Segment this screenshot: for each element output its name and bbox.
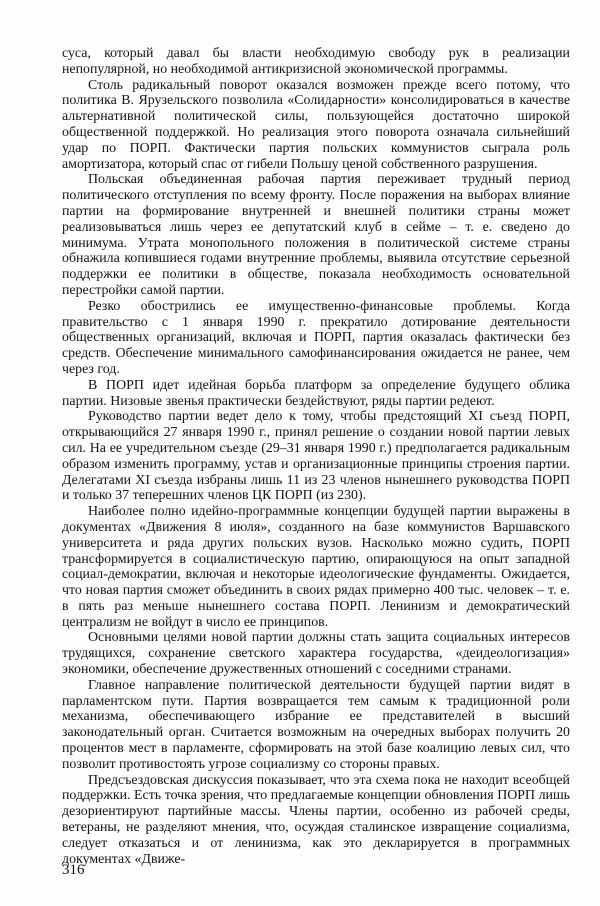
page-number: 316 <box>62 862 85 878</box>
paragraph: Столь радикальный поворот оказался возможен прежде всего потому, что политика В. Ярузельского позволила «Солидарности» консолидироваться в качестве альтернативной политической силы, пользующейся достаточно широкой общественной поддержкой. Но реализация этого поворота означала сильнейший удар по ПОРП. Фактически партия польских коммунистов сыграла роль амортизатора, который спас от гибели Польшу ценой собственного разрушения. <box>62 77 570 172</box>
body-text <box>62 46 570 867</box>
paragraph: Резко обострились ее имущественно-финансовые проблемы. Когда правительство с 1 января 1990 г. прекратило дотирование деятельности общественных организаций, включая и ПОРП, партия оказалась фактически без средств. Обеспечение минимального самофинансирования ожидается не ранее, чем через год. <box>62 298 570 377</box>
paragraph: Основными целями новой партии должны стать защита социальных интересов трудящихся, сохранение светского характера государства, «деидеологизация» экономики, обеспечение дружественных отношений с соседними странами. <box>62 630 570 678</box>
paragraph: Руководство партии ведет дело к тому, чтобы предстоящий XI съезд ПОРП, открывающийся 27 января 1990 г., принял решение о создании новой партии левых сил. На ее учредительном съезде (29–31 января 1990 г.) предполагается радикальным образом изменить программу, устав и организационные принципы строения партии. Делегатами XI съезда избраны лишь 11 из 23 членов нынешнего руководства ПОРП и только 37 теперешних членов ЦК ПОРП (из 230). <box>62 409 570 504</box>
paragraph: Главное направление политической деятельности будущей партии видят в парламентском пути. Партия возвращается тем самым к традиционной роли механизма, обеспечивающего избрание ее представителей в высший законодательный орган. Считается возможным на очередных выборах получить 20 процентов мест в парламенте, сформировать на этой базе коалицию левых сил, что позволит противостоять угрозе социализму со стороны правых. <box>62 677 570 772</box>
paragraph: Польская объединенная рабочая партия переживает трудный период политического отступления по всему фронту. После поражения на выборах влияние партии на формирование внутренней и внешней политики страны может реализовываться лишь через ее депутатский клуб в сейме – т. е. сведено до минимума. Утрата монопольного положения в политической системе страны обнажила копившиеся годами внутренние проблемы, выявила отсутствие серьезной поддержки ее политики в обществе, показала необходимость основательной перестройки самой партии. <box>62 172 570 298</box>
paragraph: Наиболее полно идейно-программные концепции будущей партии выражены в документах «Движения 8 июля», созданного на базе коммунистов Варшавского университета и ряда других польских вузов. Насколько можно судить, ПОРП трансформируется в социалистическую партию, опирающуюся на опыт западной социал-демократии, включая и некоторые идеологические фундаменты. Ожидается, что новая партия сможет объединить в своих рядах примерно 400 тыс. человек – т. е. в пять раз меньше нынешнего состава ПОРП. Ленинизм и демократический централизм не войдут в число ее принципов. <box>62 504 570 630</box>
paragraph-continuation: суса, который давал бы власти необходимую свободу рук в реализации непопулярной, но необходимой антикризисной экономической программы. <box>62 46 570 77</box>
paragraph: В ПОРП идет идейная борьба платформ за определение будущего облика партии. Низовые звенья практически бездействуют, ряды партии редеют. <box>62 377 570 409</box>
paragraph: Предсъездовская дискуссия показывает, что эта схема пока не находит всеобщей поддержки. Есть точка зрения, что предлагаемые концепции обновления ПОРП лишь дезориентируют партийные массы. Члены партии, особенно из рабочей среды, ветераны, не разделяют мнения, что, осуждая сталинское извращение социализма, следует отказаться и от ленинизма, как это декларируется в программных документах «Движе- <box>62 772 570 867</box>
